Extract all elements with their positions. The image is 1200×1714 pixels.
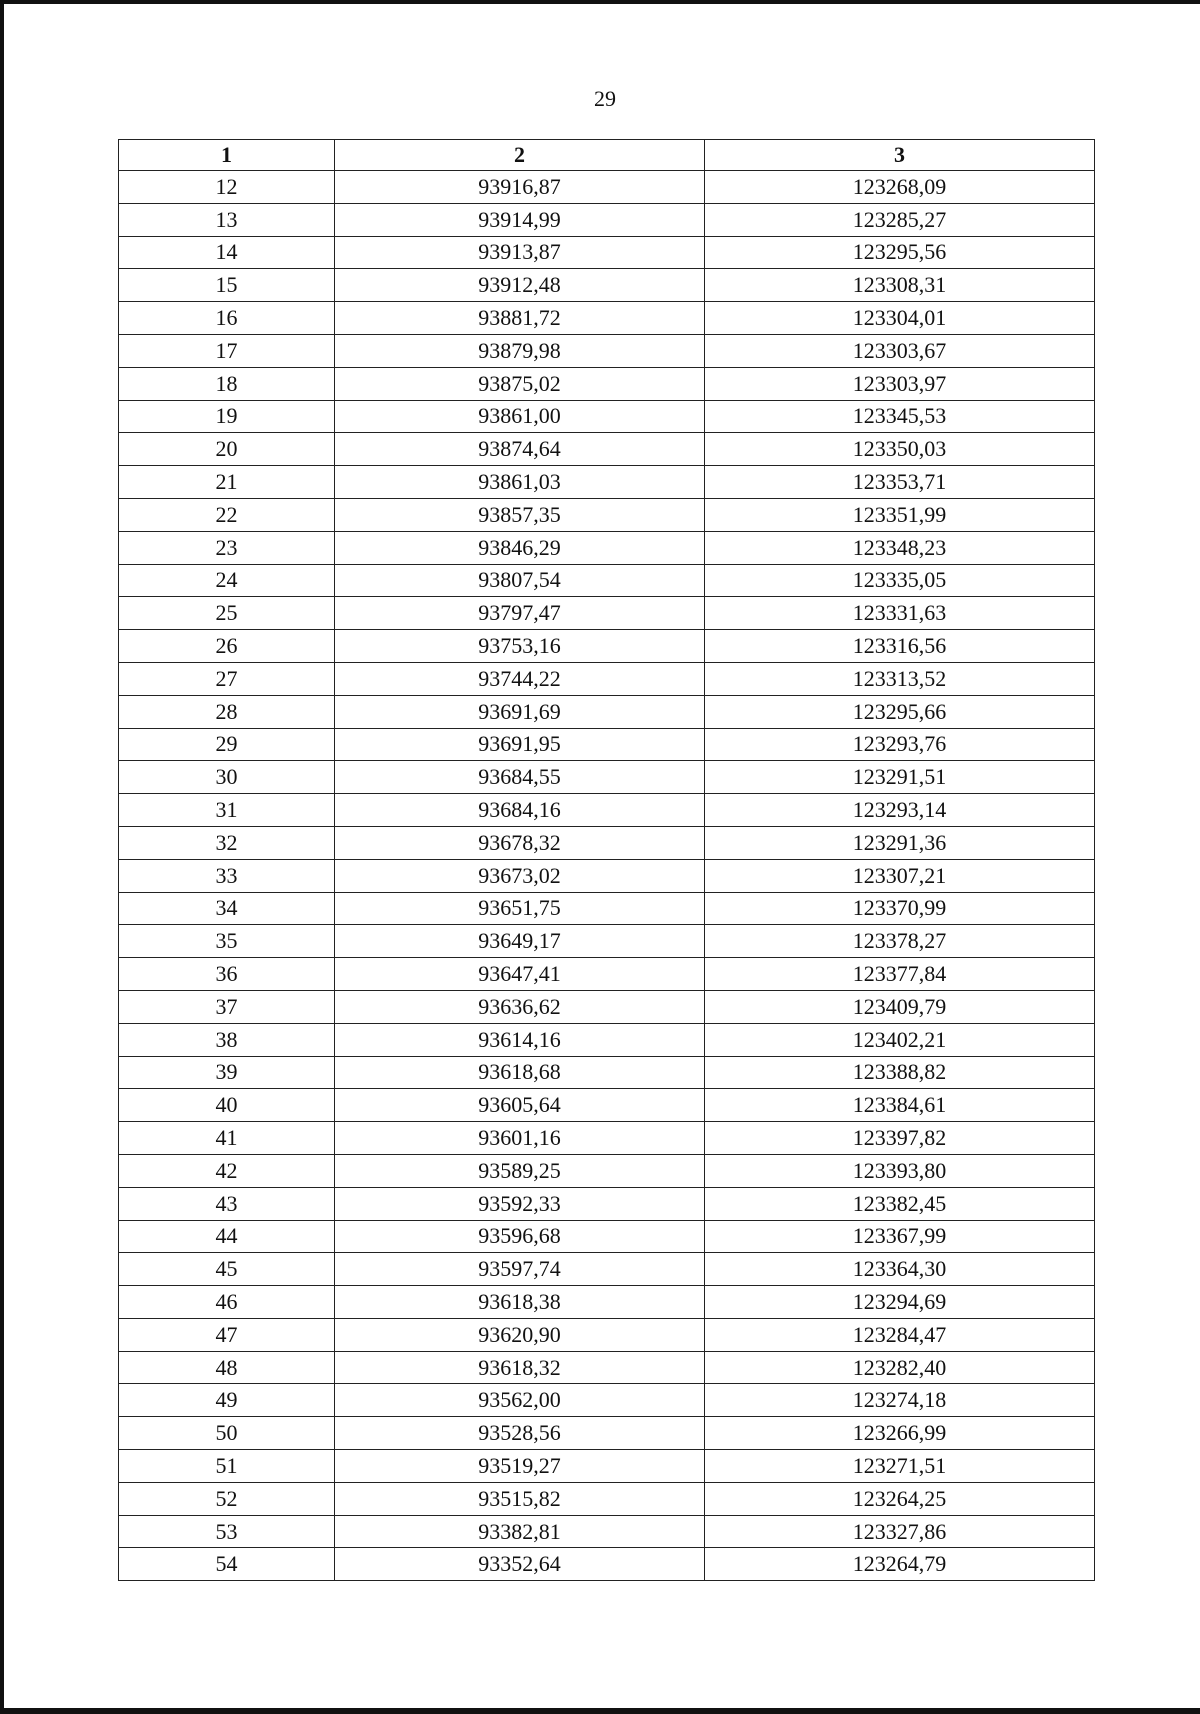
point-number-cell: 41 (119, 1122, 335, 1155)
table-row (119, 269, 1095, 302)
table-row (119, 1417, 1095, 1450)
coordinate-x-cell: 93914,99 (335, 203, 705, 236)
point-number-cell: 53 (119, 1515, 335, 1548)
coordinate-y-cell: 123271,51 (705, 1450, 1095, 1483)
table-row (119, 498, 1095, 531)
table-row (119, 597, 1095, 630)
coordinate-y-cell: 123384,61 (705, 1089, 1095, 1122)
table-row (119, 925, 1095, 958)
coordinate-y-cell: 123293,76 (705, 728, 1095, 761)
coordinate-x-cell: 93879,98 (335, 334, 705, 367)
coordinate-x-cell: 93916,87 (335, 171, 705, 204)
coordinate-x-cell: 93874,64 (335, 433, 705, 466)
coordinate-x-cell: 93913,87 (335, 236, 705, 269)
table-row (119, 302, 1095, 335)
column-header-1: 1 (119, 140, 335, 171)
coordinate-x-cell: 93691,95 (335, 728, 705, 761)
point-number-cell: 27 (119, 662, 335, 695)
table-row (119, 859, 1095, 892)
table-row (119, 1515, 1095, 1548)
coordinate-y-cell: 123303,67 (705, 334, 1095, 367)
coordinate-y-cell: 123295,66 (705, 695, 1095, 728)
coordinate-y-cell: 123285,27 (705, 203, 1095, 236)
table-row (119, 794, 1095, 827)
table-row (119, 761, 1095, 794)
point-number-cell: 34 (119, 892, 335, 925)
point-number-cell: 25 (119, 597, 335, 630)
table-row (119, 1286, 1095, 1319)
coordinate-y-cell: 123316,56 (705, 630, 1095, 663)
table-row (119, 1220, 1095, 1253)
point-number-cell: 49 (119, 1384, 335, 1417)
point-number-cell: 28 (119, 695, 335, 728)
table-row (119, 1384, 1095, 1417)
point-number-cell: 44 (119, 1220, 335, 1253)
coordinate-y-cell: 123294,69 (705, 1286, 1095, 1319)
table-row (119, 728, 1095, 761)
coordinate-y-cell: 123327,86 (705, 1515, 1095, 1548)
table-row (119, 695, 1095, 728)
point-number-cell: 38 (119, 1023, 335, 1056)
page-number: 29 (594, 86, 616, 111)
coordinate-y-cell: 123397,82 (705, 1122, 1095, 1155)
coordinate-x-cell: 93797,47 (335, 597, 705, 630)
point-number-cell: 17 (119, 334, 335, 367)
scan-border-top (0, 0, 1200, 4)
table-row (119, 662, 1095, 695)
coordinate-x-cell: 93618,38 (335, 1286, 705, 1319)
coordinate-x-cell: 93881,72 (335, 302, 705, 335)
table-row (119, 990, 1095, 1023)
coordinate-x-cell: 93614,16 (335, 1023, 705, 1056)
table-row (119, 433, 1095, 466)
point-number-cell: 50 (119, 1417, 335, 1450)
point-number-cell: 47 (119, 1318, 335, 1351)
table-header-row (119, 140, 1095, 171)
table-row (119, 892, 1095, 925)
coordinate-x-cell: 93912,48 (335, 269, 705, 302)
point-number-cell: 26 (119, 630, 335, 663)
table-row (119, 171, 1095, 204)
coordinate-x-cell: 93519,27 (335, 1450, 705, 1483)
coordinate-y-cell: 123266,99 (705, 1417, 1095, 1450)
point-number-cell: 30 (119, 761, 335, 794)
coordinate-x-cell: 93601,16 (335, 1122, 705, 1155)
table-row (119, 400, 1095, 433)
table-row (119, 1351, 1095, 1384)
table-row (119, 1056, 1095, 1089)
coordinate-y-cell: 123295,56 (705, 236, 1095, 269)
coordinate-x-cell: 93651,75 (335, 892, 705, 925)
coordinate-y-cell: 123402,21 (705, 1023, 1095, 1056)
coordinate-y-cell: 123353,71 (705, 466, 1095, 499)
point-number-cell: 36 (119, 958, 335, 991)
table-row (119, 1023, 1095, 1056)
coordinate-y-cell: 123377,84 (705, 958, 1095, 991)
coordinate-y-cell: 123388,82 (705, 1056, 1095, 1089)
coordinate-y-cell: 123313,52 (705, 662, 1095, 695)
coordinate-y-cell: 123282,40 (705, 1351, 1095, 1384)
table-row (119, 203, 1095, 236)
coordinate-x-cell: 93846,29 (335, 531, 705, 564)
coordinate-x-cell: 93753,16 (335, 630, 705, 663)
coordinate-y-cell: 123264,25 (705, 1482, 1095, 1515)
coordinate-x-cell: 93382,81 (335, 1515, 705, 1548)
coordinate-x-cell: 93861,00 (335, 400, 705, 433)
coordinate-y-cell: 123274,18 (705, 1384, 1095, 1417)
scan-border-left (0, 0, 4, 1714)
coordinate-y-cell: 123307,21 (705, 859, 1095, 892)
point-number-cell: 22 (119, 498, 335, 531)
coordinate-x-cell: 93618,68 (335, 1056, 705, 1089)
coordinate-y-cell: 123350,03 (705, 433, 1095, 466)
coordinate-y-cell: 123382,45 (705, 1187, 1095, 1220)
point-number-cell: 40 (119, 1089, 335, 1122)
coordinate-y-cell: 123351,99 (705, 498, 1095, 531)
point-number-cell: 54 (119, 1548, 335, 1581)
coordinate-y-cell: 123264,79 (705, 1548, 1095, 1581)
coordinate-y-cell: 123364,30 (705, 1253, 1095, 1286)
coordinate-x-cell: 93744,22 (335, 662, 705, 695)
coordinate-x-cell: 93857,35 (335, 498, 705, 531)
point-number-cell: 48 (119, 1351, 335, 1384)
coordinate-x-cell: 93673,02 (335, 859, 705, 892)
coordinate-y-cell: 123303,97 (705, 367, 1095, 400)
scan-border-bottom (0, 1708, 1200, 1714)
table-row (119, 1482, 1095, 1515)
coordinate-x-cell: 93597,74 (335, 1253, 705, 1286)
table-row (119, 1122, 1095, 1155)
coordinates-table (118, 139, 1095, 1581)
coordinate-y-cell: 123331,63 (705, 597, 1095, 630)
coordinate-y-cell: 123304,01 (705, 302, 1095, 335)
table-row (119, 531, 1095, 564)
coordinate-y-cell: 123345,53 (705, 400, 1095, 433)
table-row (119, 1089, 1095, 1122)
table-row (119, 466, 1095, 499)
coordinate-x-cell: 93678,32 (335, 826, 705, 859)
coordinate-x-cell: 93647,41 (335, 958, 705, 991)
coordinate-x-cell: 93636,62 (335, 990, 705, 1023)
table-row (119, 1187, 1095, 1220)
coordinate-x-cell: 93618,32 (335, 1351, 705, 1384)
point-number-cell: 39 (119, 1056, 335, 1089)
table-row (119, 334, 1095, 367)
point-number-cell: 24 (119, 564, 335, 597)
point-number-cell: 33 (119, 859, 335, 892)
coordinate-x-cell: 93807,54 (335, 564, 705, 597)
point-number-cell: 20 (119, 433, 335, 466)
coordinate-x-cell: 93691,69 (335, 695, 705, 728)
point-number-cell: 37 (119, 990, 335, 1023)
table-body (119, 171, 1095, 1581)
coordinate-x-cell: 93528,56 (335, 1417, 705, 1450)
point-number-cell: 19 (119, 400, 335, 433)
table-row (119, 1253, 1095, 1286)
point-number-cell: 23 (119, 531, 335, 564)
coordinate-y-cell: 123291,51 (705, 761, 1095, 794)
point-number-cell: 12 (119, 171, 335, 204)
coordinate-x-cell: 93515,82 (335, 1482, 705, 1515)
table-row (119, 1548, 1095, 1581)
table-header (119, 140, 1095, 171)
point-number-cell: 16 (119, 302, 335, 335)
point-number-cell: 14 (119, 236, 335, 269)
coordinate-x-cell: 93620,90 (335, 1318, 705, 1351)
coordinate-y-cell: 123367,99 (705, 1220, 1095, 1253)
table-row (119, 1450, 1095, 1483)
column-header-2: 2 (335, 140, 705, 171)
table-row (119, 826, 1095, 859)
coordinate-y-cell: 123308,31 (705, 269, 1095, 302)
coordinate-y-cell: 123409,79 (705, 990, 1095, 1023)
point-number-cell: 15 (119, 269, 335, 302)
table-row (119, 1154, 1095, 1187)
coordinate-x-cell: 93684,16 (335, 794, 705, 827)
point-number-cell: 35 (119, 925, 335, 958)
table-row (119, 564, 1095, 597)
coordinate-x-cell: 93596,68 (335, 1220, 705, 1253)
point-number-cell: 13 (119, 203, 335, 236)
point-number-cell: 52 (119, 1482, 335, 1515)
table-row (119, 630, 1095, 663)
point-number-cell: 46 (119, 1286, 335, 1319)
coordinate-x-cell: 93684,55 (335, 761, 705, 794)
table-row (119, 958, 1095, 991)
point-number-cell: 45 (119, 1253, 335, 1286)
coordinate-y-cell: 123268,09 (705, 171, 1095, 204)
point-number-cell: 18 (119, 367, 335, 400)
coordinate-x-cell: 93649,17 (335, 925, 705, 958)
point-number-cell: 32 (119, 826, 335, 859)
point-number-cell: 42 (119, 1154, 335, 1187)
point-number-cell: 43 (119, 1187, 335, 1220)
coordinate-y-cell: 123378,27 (705, 925, 1095, 958)
coordinate-y-cell: 123335,05 (705, 564, 1095, 597)
coordinate-x-cell: 93861,03 (335, 466, 705, 499)
point-number-cell: 29 (119, 728, 335, 761)
coordinate-y-cell: 123393,80 (705, 1154, 1095, 1187)
table-row (119, 1318, 1095, 1351)
coordinate-x-cell: 93592,33 (335, 1187, 705, 1220)
table-row (119, 367, 1095, 400)
point-number-cell: 21 (119, 466, 335, 499)
point-number-cell: 51 (119, 1450, 335, 1483)
coordinate-x-cell: 93605,64 (335, 1089, 705, 1122)
coordinate-y-cell: 123370,99 (705, 892, 1095, 925)
coordinate-x-cell: 93875,02 (335, 367, 705, 400)
coordinate-y-cell: 123291,36 (705, 826, 1095, 859)
column-header-3: 3 (705, 140, 1095, 171)
point-number-cell: 31 (119, 794, 335, 827)
coordinate-x-cell: 93562,00 (335, 1384, 705, 1417)
coordinate-y-cell: 123348,23 (705, 531, 1095, 564)
table-row (119, 236, 1095, 269)
coordinate-y-cell: 123284,47 (705, 1318, 1095, 1351)
coordinate-y-cell: 123293,14 (705, 794, 1095, 827)
coordinate-x-cell: 93352,64 (335, 1548, 705, 1581)
coordinate-x-cell: 93589,25 (335, 1154, 705, 1187)
